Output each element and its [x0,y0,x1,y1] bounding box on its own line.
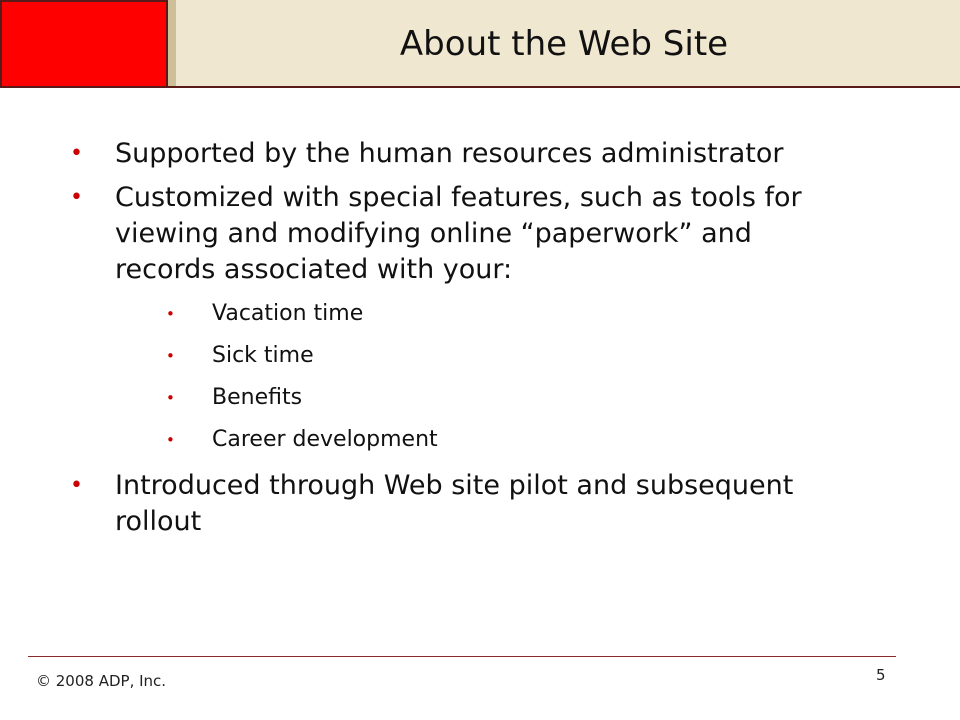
page-number: 5 [876,666,886,684]
bullet-text: Customized with special features, such as tools for viewing and modifying online “paperwork” and records associated with your: [115,182,802,285]
sub-bullet-text: Sick time [212,343,314,368]
bullet-dot-icon: • [166,305,175,323]
bullet-item-customized [64,180,854,454]
sub-bullet-text: Career development [212,427,438,452]
sub-bullet-item-sick [115,342,854,370]
sub-bullet-item-benefits [115,384,854,412]
bullet-item-supported [64,136,854,172]
sub-bullet-list [115,300,854,454]
bullet-text: Supported by the human resources administrator [115,138,784,169]
bullet-item-introduced [64,468,854,540]
sub-bullet-text: Benefits [212,385,303,410]
footer-divider [28,656,896,657]
bullet-dot-icon: • [70,473,83,498]
sub-bullet-text: Vacation time [212,301,364,326]
bullet-dot-icon: • [70,185,83,210]
slide-title: About the Web Site [399,24,729,64]
sub-bullet-item-vacation [115,300,854,328]
bullet-dot-icon: • [166,431,175,449]
bullet-list [64,136,854,548]
header-accent-block [0,0,168,88]
sub-bullet-item-career [115,426,854,454]
bullet-text: Introduced through Web site pilot and subsequent rollout [115,470,794,537]
bullet-dot-icon: • [70,141,83,166]
bullet-dot-icon: • [166,389,175,407]
copyright-text: © 2008 ADP, Inc. [36,672,167,690]
bullet-dot-icon: • [166,347,175,365]
